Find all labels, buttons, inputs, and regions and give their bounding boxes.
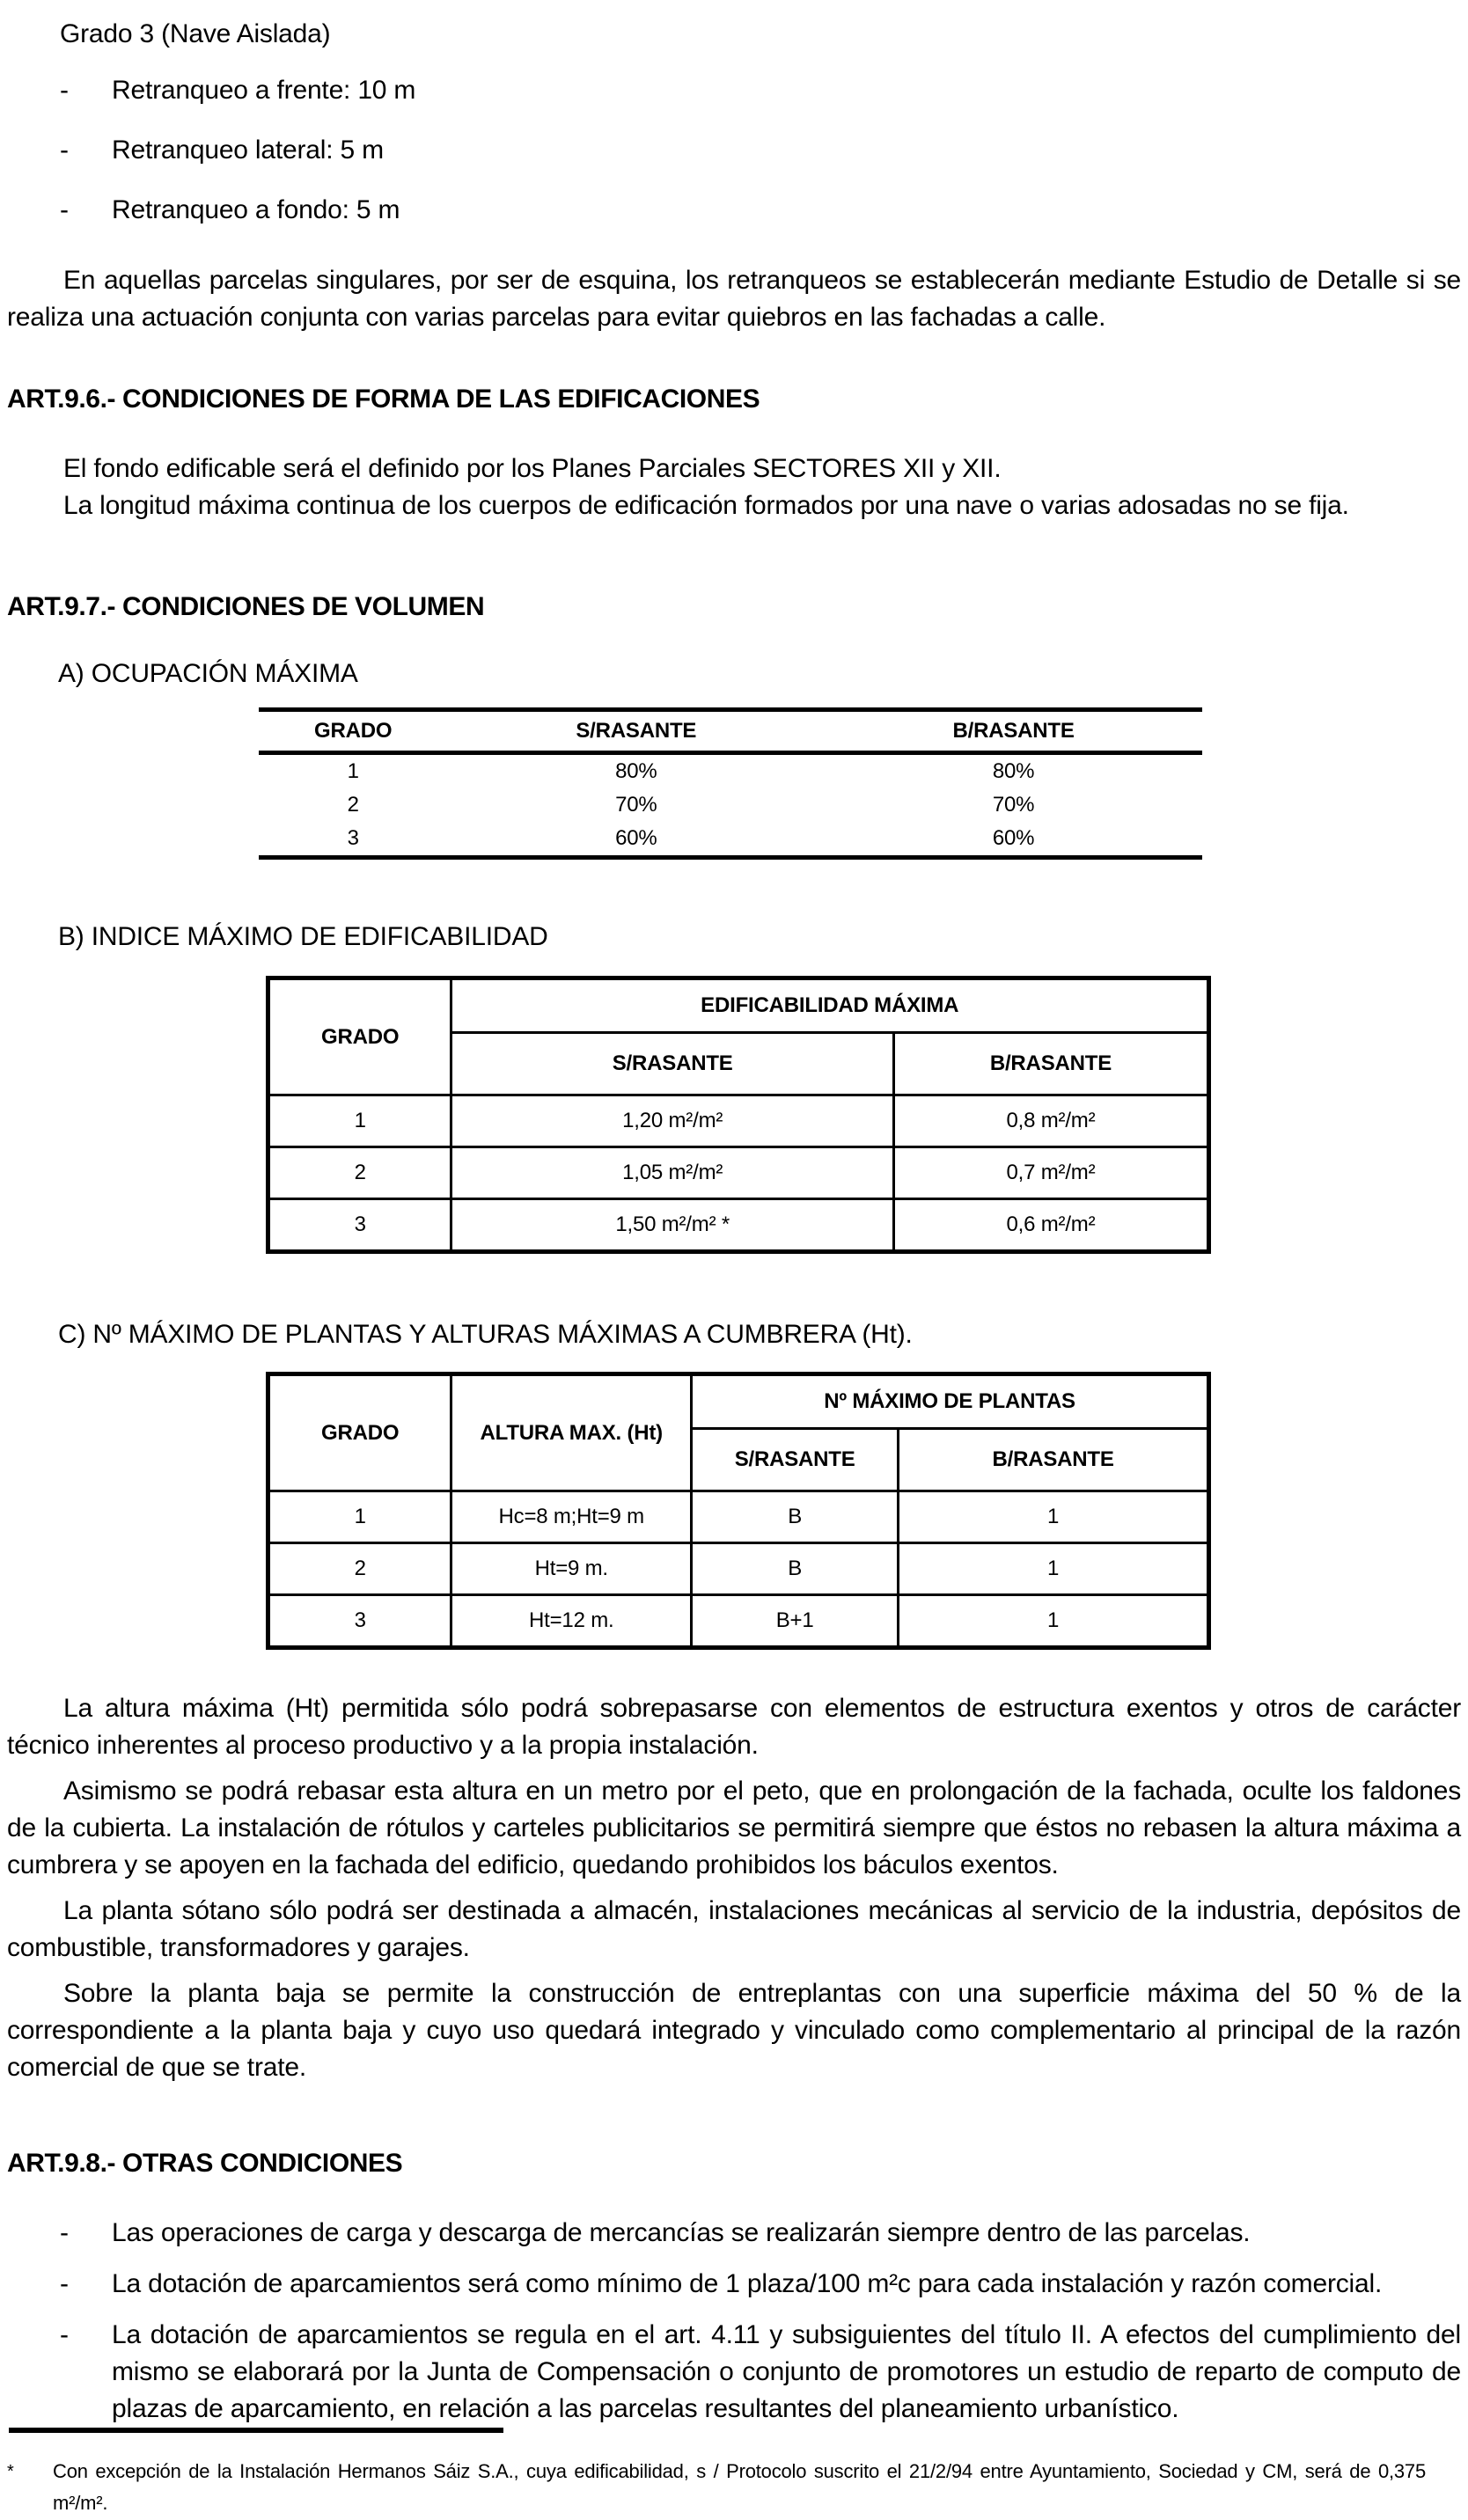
table-cell: 1 — [899, 1595, 1209, 1648]
table-row — [259, 753, 1202, 789]
table-cell: 3 — [268, 1595, 451, 1648]
group-header: EDIFICABILIDAD MÁXIMA — [451, 978, 1209, 1033]
dash-marker: - — [60, 136, 69, 165]
list-item-text: La dotación de aparcamientos se regula en el art. 4.11 y subsiguientes del título II. A efectos del cumplimiento del mismo se elaborará por la Junta de Compensación o conjunto de promotores un estudio de reparto de computo de plazas de aparcamiento, en relación a las parcelas resultantes del planeamiento urbanístico. — [112, 2320, 1461, 2423]
art-9-8-heading: ART.9.8.- OTRAS CONDICIONES — [7, 2149, 403, 2178]
table-cell: 0,7 m²/m² — [893, 1147, 1208, 1199]
footnote-section — [7, 2428, 1461, 2519]
retranqueo-list — [7, 72, 1461, 229]
dash-marker: - — [60, 2218, 69, 2247]
list-item-text: Las operaciones de carga y descarga de mercancías se realizarán siempre dentro de las parcelas. — [112, 2218, 1251, 2247]
section-a-heading: A) OCUPACIÓN MÁXIMA — [58, 659, 358, 688]
table-cell: B — [692, 1491, 899, 1543]
section-b-heading: B) INDICE MÁXIMO DE EDIFICABILIDAD — [58, 922, 548, 951]
table-cell: 70% — [992, 793, 1035, 817]
table-cell: 0,8 m²/m² — [893, 1095, 1208, 1147]
column-header: GRADO — [268, 978, 451, 1095]
table-cell: 60% — [615, 826, 657, 850]
table-cell: Hc=8 m;Ht=9 m — [451, 1491, 692, 1543]
table-cell: 2 — [347, 793, 359, 817]
table-row — [259, 822, 1202, 858]
list-item — [60, 2215, 1461, 2252]
footnote-marker: * — [7, 2462, 14, 2481]
intro-paragraph: En aquellas parcelas singulares, por ser de esquina, los retranqueos se establecerán mediante Estudio de Detalle si se realiza una actuación conjunta con varias parcelas para evitar quiebros en las fachadas a calle. — [7, 266, 1461, 332]
table-cell: Ht=9 m. — [451, 1543, 692, 1595]
dash-marker: - — [60, 2269, 69, 2298]
paragraph: La planta sótano sólo podrá ser destinada a almacén, instalaciones mecánicas al servicio de la industria, depósitos de combustible, transformadores y garajes. — [7, 1896, 1461, 1962]
table-cell: 1,50 m²/m² * — [451, 1199, 893, 1252]
paragraph: El fondo edificable será el definido por los Planes Parciales SECTORES XII y XII. — [63, 454, 1002, 483]
table-row — [268, 1199, 1209, 1252]
table-cell: 0,6 m²/m² — [893, 1199, 1208, 1252]
table-cell: 1,20 m²/m² — [451, 1095, 893, 1147]
column-header: GRADO — [314, 719, 393, 743]
list-item-text: Retranqueo a fondo: 5 m — [112, 195, 400, 224]
table-cell: 80% — [992, 759, 1035, 783]
table-header-row — [268, 978, 1209, 1033]
dash-marker: - — [60, 76, 69, 105]
column-header: S/RASANTE — [692, 1429, 899, 1491]
group-header: Nº MÁXIMO DE PLANTAS — [692, 1374, 1209, 1429]
table-row — [268, 1543, 1209, 1595]
list-item — [60, 2266, 1461, 2303]
list-item — [60, 72, 1461, 109]
ocupacion-maxima-table — [259, 707, 1202, 860]
edificabilidad-maxima-table — [266, 976, 1211, 1254]
column-header: S/RASANTE — [576, 719, 697, 743]
table-row — [268, 1491, 1209, 1543]
art-9-7-heading: ART.9.7.- CONDICIONES DE VOLUMEN — [7, 592, 485, 621]
plantas-alturas-table — [266, 1372, 1211, 1650]
table-row — [268, 1095, 1209, 1147]
list-item-text: Retranqueo a frente: 10 m — [112, 76, 416, 105]
table-header-row — [259, 710, 1202, 753]
column-header: ALTURA MAX. (Ht) — [451, 1374, 692, 1491]
paragraph: Asimismo se podrá rebasar esta altura en un metro por el peto, que en prolongación de la fachada, oculte los faldones de la cubierta. La instalación de rótulos y carteles publicitarios se permitirá siempre que éstos no rebasen la altura máxima a cumbrera y se apoyen en la fachada del edificio, quedando prohibidos los báculos exentos. — [7, 1776, 1461, 1879]
table-cell: 1 — [347, 759, 359, 783]
table-cell: Ht=12 m. — [451, 1595, 692, 1648]
table-cell: 1 — [899, 1491, 1209, 1543]
otras-condiciones-list — [7, 2215, 1461, 2428]
dash-marker: - — [60, 195, 69, 224]
table-row — [268, 1595, 1209, 1648]
paragraph: La altura máxima (Ht) permitida sólo podrá sobrepasarse con elementos de estructura exentos y otros de carácter técnico inherentes al proceso productivo y a la propia instalación. — [7, 1694, 1461, 1760]
table-cell: 80% — [615, 759, 657, 783]
list-item-text: La dotación de aparcamientos será como mínimo de 1 plaza/100 m²c para cada instalación y razón comercial. — [112, 2269, 1383, 2298]
column-header: B/RASANTE — [893, 1033, 1208, 1095]
column-header: S/RASANTE — [451, 1033, 893, 1095]
column-header: B/RASANTE — [952, 719, 1075, 743]
table-cell: 3 — [268, 1199, 451, 1252]
footnote-separator — [9, 2428, 503, 2433]
table-row — [268, 1147, 1209, 1199]
table-cell: B+1 — [692, 1595, 899, 1648]
dash-marker: - — [60, 2320, 69, 2349]
table-cell: B — [692, 1543, 899, 1595]
table-cell: 2 — [268, 1147, 451, 1199]
list-item-text: Retranqueo lateral: 5 m — [112, 136, 384, 165]
table-header-row — [268, 1374, 1209, 1429]
section-c-heading: C) Nº MÁXIMO DE PLANTAS Y ALTURAS MÁXIMAS A CUMBRERA (Ht). — [58, 1320, 913, 1349]
column-header: GRADO — [268, 1374, 451, 1491]
table-cell: 3 — [347, 826, 359, 850]
table-cell: 70% — [615, 793, 657, 817]
list-item — [60, 192, 1461, 229]
table-cell: 1 — [268, 1095, 451, 1147]
list-item — [60, 2317, 1461, 2428]
list-item — [60, 132, 1461, 169]
table-row — [259, 788, 1202, 822]
paragraph: Sobre la planta baja se permite la construcción de entreplantas con una superficie máxima del 50 % de la correspondiente a la planta baja y cuyo uso quedará integrado y vinculado como complementario al principal de la razón comercial de que se trate. — [7, 1979, 1461, 2082]
table-cell: 60% — [992, 826, 1035, 850]
footnote-text: Con excepción de la Instalación Hermanos Sáiz S.A., cuya edificabilidad, s / Protocolo suscrito el 21/2/94 entre Ayuntamiento, Sociedad y CM, será de 0,375 m²/m². — [53, 2460, 1426, 2514]
paragraph: La longitud máxima continua de los cuerpos de edificación formados por una nave o varias adosadas no se fija. — [63, 491, 1349, 520]
table-cell: 1 — [899, 1543, 1209, 1595]
table-cell: 1,05 m²/m² — [451, 1147, 893, 1199]
table-cell: 2 — [268, 1543, 451, 1595]
footnote — [7, 2456, 1461, 2519]
art-9-6-heading: ART.9.6.- CONDICIONES DE FORMA DE LAS EDIFICACIONES — [7, 385, 760, 414]
column-header: B/RASANTE — [899, 1429, 1209, 1491]
table-cell: 1 — [268, 1491, 451, 1543]
grade-3-heading: Grado 3 (Nave Aislada) — [60, 19, 331, 48]
